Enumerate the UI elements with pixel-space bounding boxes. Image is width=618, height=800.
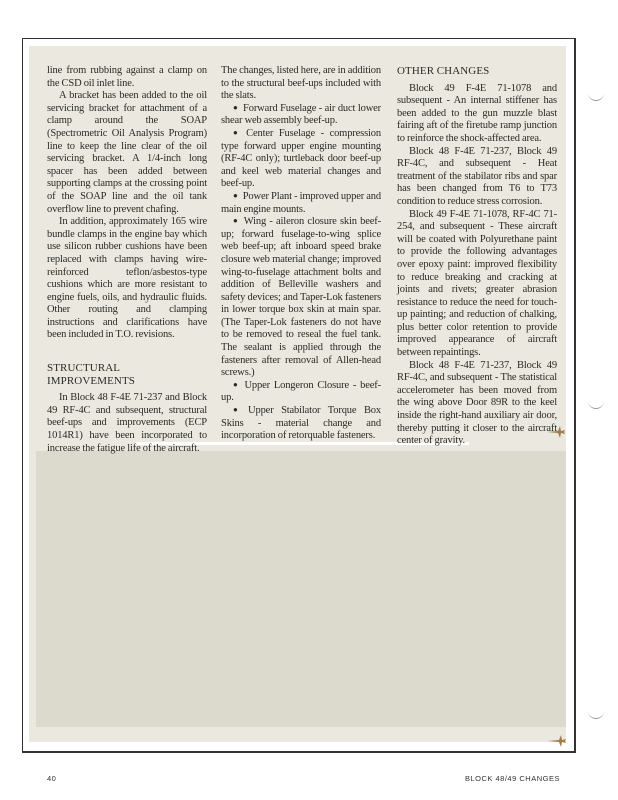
paragraph: In addition, approximately 165 wire bundle clamps in the engine bay which use silicon rubber cushions have been replaced with clamps having wire-reinforced teflon/asbestos-type cushions which are more resistant to engine fuels, oils, and hydraulic fluids. Other routing and clamping instructions and clarifications have been included in T.O. revisions. [47,216,207,341]
binder-hole [588,400,604,409]
binder-hole [588,92,604,101]
bullet-item: ● Upper Stabilator Torque Box Skins - material change and incorporation of retorquable fasteners. [221,405,381,443]
bullet-item: ● Upper Longeron Closure - beef-up. [221,380,381,405]
paragraph: A bracket has been added to the oil servicing bracket for attachment of a clamp around the SOAP (Spectrometric Oil Analysis Program) line to keep the line clear of the oil servicing bracket. A 1/4-inch long spacer has been added between supporting clamps at the crossing point of the SOAP line and the oil tank overflow line to prevent chafing. [47,90,207,215]
column-3 [397,65,557,448]
bullet-item: ● Wing - aileron closure skin beef-up; forward fuselage-to-wing splice web beef-up; aft inboard speed brake closure web material change; improved wing-to-fuselage attachment bolts and addition of Belleville washers and safety devices; and Taper-Lok fasteners in lower torque box skin at main spar. (The Taper-Lok fasteners do not have to be removed to reseal the fuel tank. The sealant is applied through the fasteners after removal of Allen-head screws.) [221,216,381,380]
section-heading-other-changes: OTHER CHANGES [397,65,490,77]
bullet-item: ● Center Fuselage - compression type forward upper engine mounting (RF-4C only); turtleback door beef-up and keel web material changes and beef-up. [221,128,381,191]
column-2 [221,65,381,443]
paragraph: line from rubbing against a clamp on the CSD oil inlet line. [47,65,207,89]
gray-image-area [36,451,566,727]
paragraph: Block 48 F-4E 71-237, Block 49 RF-4C, and subsequent - Heat treatment of the stabilator ribs and spar has been changed from T6 to T73 condition to reduce stress corrosion. [397,145,557,207]
bullet-item: ● Forward Fuselage - air duct lower shear web assembly beef-up. [221,103,381,128]
page-number: 40 [47,774,57,783]
bullet-item: ● Power Plant - improved upper and main engine mounts. [221,191,381,216]
section-heading-structural-improvements: STRUCTURAL IMPROVEMENTS [47,362,135,387]
aircraft-silhouette-icon [548,735,566,747]
paragraph: Block 49 F-4E 71-1078, RF-4C 71-254, and subsequent - These aircraft will be coated with Polyurethane paint to provide the following advantages over epoxy paint: improved flexibility to reduce breaking and cracking at joints and rivets; greater abrasion resistance to reduce the need for touch-up painting; and reduction of chalking, plus better color retention to provide improved appearance of aircraft between repaintings. [397,208,557,359]
binder-hole [588,710,604,719]
content-panel [29,46,566,742]
footer-title: BLOCK 48/49 CHANGES [465,774,560,783]
paragraph: Block 48 F-4E 71-237, Block 49 RF-4C, and subsequent - The statistical accelerometer has been moved from the wing above Door 89R to the keel inside the right-hand auxiliary air door, thereby putting it closer to the aircraft center of gravity. [397,359,557,447]
paragraph: In Block 48 F-4E 71-237 and Block 49 RF-4C and subsequent, structural beef-ups and improvements (ECP 1014R1) have been incorporated to increase the fatigue life of the aircraft. [47,392,207,454]
column-1 [47,65,207,455]
page-frame [22,38,576,753]
paragraph: Block 49 F-4E 71-1078 and subsequent - An internal stiffener has been added to the gun muzzle blast fairing aft of the firetube ramp junction to reinforce the shock-affected area. [397,82,557,144]
paragraph: The changes, listed here, are in addition to the structural beef-ups included with the slats. [221,65,381,102]
